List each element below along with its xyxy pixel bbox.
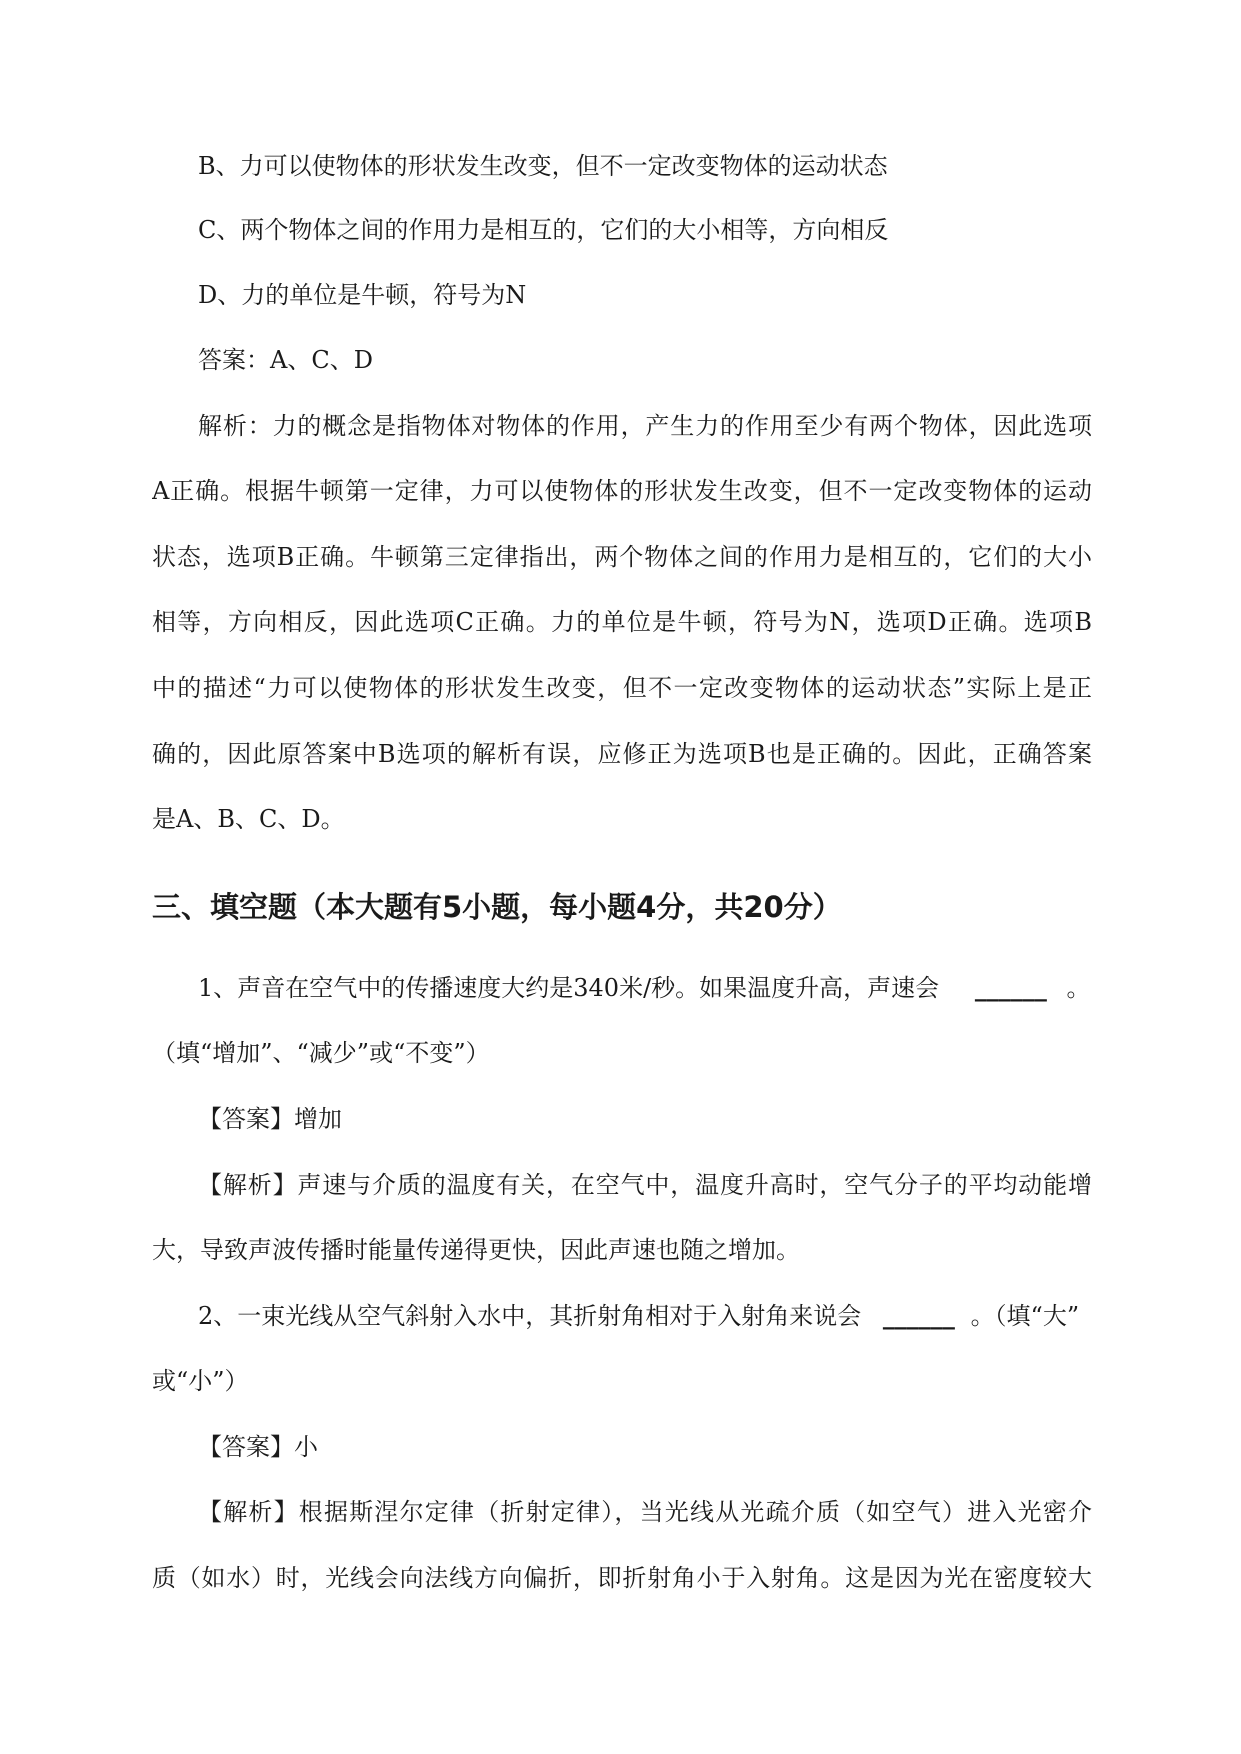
question-2-analysis: 质（如水）时，光线会向法线方向偏折，即折射角小于入射角。这是因为光在密度较大 bbox=[152, 1564, 1092, 1592]
question-1-analysis: 【解析】声速与介质的温度有关，在空气中，温度升高时，空气分子的平均动能增 bbox=[198, 1171, 1092, 1199]
section-title: 三、填空题（本大题有5小题，每小题4分，共20分） bbox=[152, 890, 842, 924]
answer-line: 答案：A、C、D bbox=[198, 346, 373, 374]
question-2-blank: ______ bbox=[882, 1301, 955, 1330]
analysis-line: 是A、B、C、D。 bbox=[152, 805, 345, 833]
question-1-answer: 【答案】增加 bbox=[198, 1105, 342, 1133]
question-2-text: 2、一束光线从空气斜射入水中，其折射角相对于入射角来说会 bbox=[198, 1302, 862, 1330]
analysis-line: 状态，选项B正确。牛顿第三定律指出，两个物体之间的作用力是相互的，它们的大小 bbox=[152, 543, 1092, 571]
question-1-blank: ______ bbox=[974, 973, 1047, 1002]
question-1-text: 1、声音在空气中的传播速度大约是340米/秒。如果温度升高，声速会 bbox=[198, 974, 940, 1002]
analysis-line: 中的描述“力可以使物体的形状发生改变，但不一定改变物体的运动状态”实际上是正 bbox=[152, 674, 1092, 702]
question-1-line bbox=[198, 972, 1092, 1004]
question-1-hint: （填“增加”、“减少”或“不变”） bbox=[152, 1039, 490, 1067]
question-2-text-end: 。（填“大” bbox=[970, 1302, 1080, 1330]
question-1-analysis: 大，导致声波传播时能量传递得更快，因此声速也随之增加。 bbox=[152, 1236, 800, 1264]
question-2-line bbox=[198, 1300, 1092, 1332]
option-b: B、力可以使物体的形状发生改变，但不一定改变物体的运动状态 bbox=[198, 152, 888, 180]
analysis-line: 解析：力的概念是指物体对物体的作用，产生力的作用至少有两个物体，因此选项 bbox=[198, 412, 1092, 440]
question-2-hint: 或“小”） bbox=[152, 1367, 249, 1395]
analysis-line: 确的，因此原答案中B选项的解析有误，应修正为选项B也是正确的。因此，正确答案 bbox=[152, 740, 1092, 768]
question-2-answer: 【答案】小 bbox=[198, 1433, 318, 1461]
analysis-line: A正确。根据牛顿第一定律，力可以使物体的形状发生改变，但不一定改变物体的运动 bbox=[152, 477, 1092, 505]
option-c: C、两个物体之间的作用力是相互的，它们的大小相等，方向相反 bbox=[198, 216, 889, 244]
question-2-analysis: 【解析】根据斯涅尔定律（折射定律），当光线从光疏介质（如空气）进入光密介 bbox=[198, 1498, 1092, 1526]
question-1-text-end: 。 bbox=[1066, 974, 1091, 1002]
option-d: D、力的单位是牛顿，符号为N bbox=[198, 281, 527, 309]
analysis-line: 相等，方向相反，因此选项C正确。力的单位是牛顿，符号为N，选项D正确。选项B bbox=[152, 608, 1092, 636]
